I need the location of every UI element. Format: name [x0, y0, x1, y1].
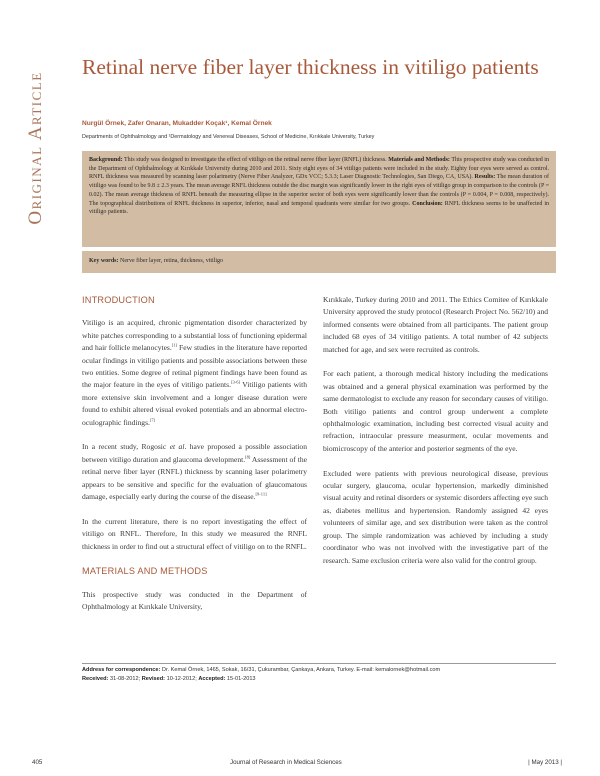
methods-paragraph-4: Excluded were patients with previous neurological disease, previous ocular surgery, glaucoma, ocular hypertension, markedly diminished visual acuity and retinal disorders or systemic disorders affecting eye such as, diabetes mellitus and hypertension. Randomly assigned 42 eyes volunteers of similar age, and sex distribution were taken as the control group. The simple randomization was achieved by including a study coordinator who was not involved with the investigative part of the research. Same exclusion criteria were also valid for the control group.	[323, 468, 548, 565]
revised-date: 10-12-2012;	[165, 676, 199, 682]
received-date: 31-08-2012;	[108, 676, 142, 682]
abstract-conclusion: RNFL thickness seems to be unaffected in vitiligo patients.	[89, 200, 549, 216]
page-footer	[32, 759, 562, 771]
abstract-results-label: Results:	[474, 174, 496, 181]
methods-paragraph-2: Kırıkkale, Turkey during 2010 and 2011. The Ethics Comitee of Kırıkkale University approved the study protocol (Research Project No. 562/10) and informed consents were obtained from all participants. The patient group included 68 eyes of 34 vitiligo patients. A total number of 42 subjects matched for age, and sex were recruited as controls.	[323, 295, 548, 354]
intro-p2-a: In a recent study, Rogosic	[82, 442, 170, 452]
affiliation: Departments of Ophthalmology and ¹Dermatology and Venereal Diseases, School of Medicine, Kırıkkale University, Turkey	[82, 134, 375, 140]
intro-paragraph-1	[82, 317, 307, 429]
right-column	[323, 294, 548, 579]
article-type-label	[16, 55, 56, 240]
methods-heading: MATERIALS AND METHODS	[82, 566, 208, 577]
keywords: Nerve fiber layer, retina, thickness, vitiligo	[120, 258, 224, 264]
page-number: 405	[32, 759, 43, 766]
citation-ref: [7]	[149, 417, 156, 423]
accepted-date: 15-01-2013	[225, 676, 256, 682]
article-type-text: Original Article	[25, 70, 46, 225]
abstract-text	[89, 156, 549, 217]
citation-ref: [3-6]	[230, 379, 240, 385]
author-list: Nurgül Örnek, Zafer Onaran, Mukadder Koçak¹, Kemal Örnek	[82, 120, 272, 127]
abstract-box	[82, 151, 556, 247]
abstract-background: This study was designed to investigate the effect of vitiligo on the retinal nerve fiber layer (RNFL) thickness.	[124, 157, 387, 163]
intro-p1-a: Vitiligo is an acquired, chronic pigmentation disorder characterized by white patches corresponding to a substantial loss of functioning epidermal and hair follicle melanocytes.	[82, 318, 307, 353]
abstract-conclusion-label: Conclusion:	[412, 200, 443, 207]
citation-ref: [8]	[245, 454, 251, 460]
abstract-methods: This prospective study was conducted in the Department of Ophthalmology at Kırıkkale University during 2010 and 2011. Sixty eight eyes of 34 vitiligo patients were included in the study. Eighty four eyes were served as control. RNFL thickness was measured by scanning laser polarimetry (Nerve Fiber Analyzer, GDx VCC; 5.3.3; Laser Diagnostic Technologies, San Diego, CA, USA).	[89, 157, 549, 181]
correspondence-label: Address for correspondence:	[82, 667, 161, 673]
journal-name: Journal of Research in Medical Sciences	[230, 759, 342, 766]
article-title: Retinal nerve fiber layer thickness in vitiligo patients	[82, 55, 539, 79]
correspondence-address	[82, 666, 562, 675]
methods-paragraph-3: For each patient, a thorough medical history including the medications was obtained and a general physical examination was performed by the same dermatologist to exclude any reason for secondary causes of vitiligo. Both vitiligo patients and control group underwent a complete ophthalmologic examination, including best corrected visual acuity and refraction, intraocular pressure measurment, ocular movements and biomicroscopy of the anterior and posterior segments of the eye.	[323, 369, 548, 453]
footnote-divider	[82, 663, 556, 664]
correspondence-block	[82, 666, 562, 684]
left-column	[82, 294, 307, 626]
intro-p2-b: . have proposed a possible association between vitiligo duration and glaucoma development.	[82, 442, 307, 464]
intro-p2-c: Assessment of the retinal nerve fiber layer (RNFL) thickness by scanning laser polarimetry appears to be sensitive and specific for the evaluation of glaucomatous damage, especially early during the course of the disease.	[82, 454, 308, 502]
intro-paragraph-3: In the current literature, there is no report investigating the effect of vitiligo on RNFL. Therefore, In this study we measured the RNFL thickness in order to find out a structural effect of vitiligo on to the RNFL.	[82, 516, 307, 551]
abstract-background-label: Background:	[89, 157, 123, 163]
correspondence-text: Dr. Kemal Örnek, 1465, Sokak, 16/31, Çukurambar, Çankaya, Ankara, Turkey. E-mail: kemalornek@hotmail.com	[160, 667, 441, 673]
received-label: Received:	[82, 676, 109, 682]
abstract-methods-label: Materials and Methods:	[388, 157, 450, 163]
intro-paragraph-2	[82, 441, 307, 503]
citation-ref: [9-11]	[255, 491, 267, 497]
abstract-results: The mean duration of vitiligo was found to be 9.8 ± 2.3 years. The mean average RNFL thickness outside the disc margin was significantly lower in the right eyes of vitiligo group in comparison to the controls (P = 0.02). The mean average thickness of RNFL beneath the measuring ellipse in the superior sector of both eyes were significantly lower than the controls (P = 0.004, P = 0.008, respectively). The topographical distributions of RNFL thickness in superior, inferior, nasal and temporal quadrants were similar for two groups.	[89, 174, 549, 207]
article-dates	[82, 675, 562, 684]
et-al: et al	[169, 442, 185, 452]
methods-paragraph-1: This prospective study was conducted in the Department of Ophthalmology at Kırıkkale University,	[82, 589, 307, 612]
citation-ref: [1]	[171, 342, 177, 348]
revised-label: Revised:	[141, 676, 166, 682]
introduction-heading: INTRODUCTION	[82, 295, 155, 305]
accepted-label: Accepted:	[198, 676, 226, 682]
keywords-box	[82, 251, 556, 273]
issue-date: | May 2013 |	[528, 759, 562, 766]
intro-p1-b: Few studies in the literature have reported ocular findings in vitiligo patients and possible associations between these two entities. Some degree of retinal pigment findings have been found as the major feature in the eyes of vitiligo patients.	[82, 343, 307, 390]
intro-p1-c: Vitiligo patients with more extensive skin involvement and a longer disease duration were found to exhibit altered visual evoked potentials and an abnormal electro-oculographic findings.	[82, 380, 307, 427]
keywords-label: Key words:	[89, 258, 119, 264]
